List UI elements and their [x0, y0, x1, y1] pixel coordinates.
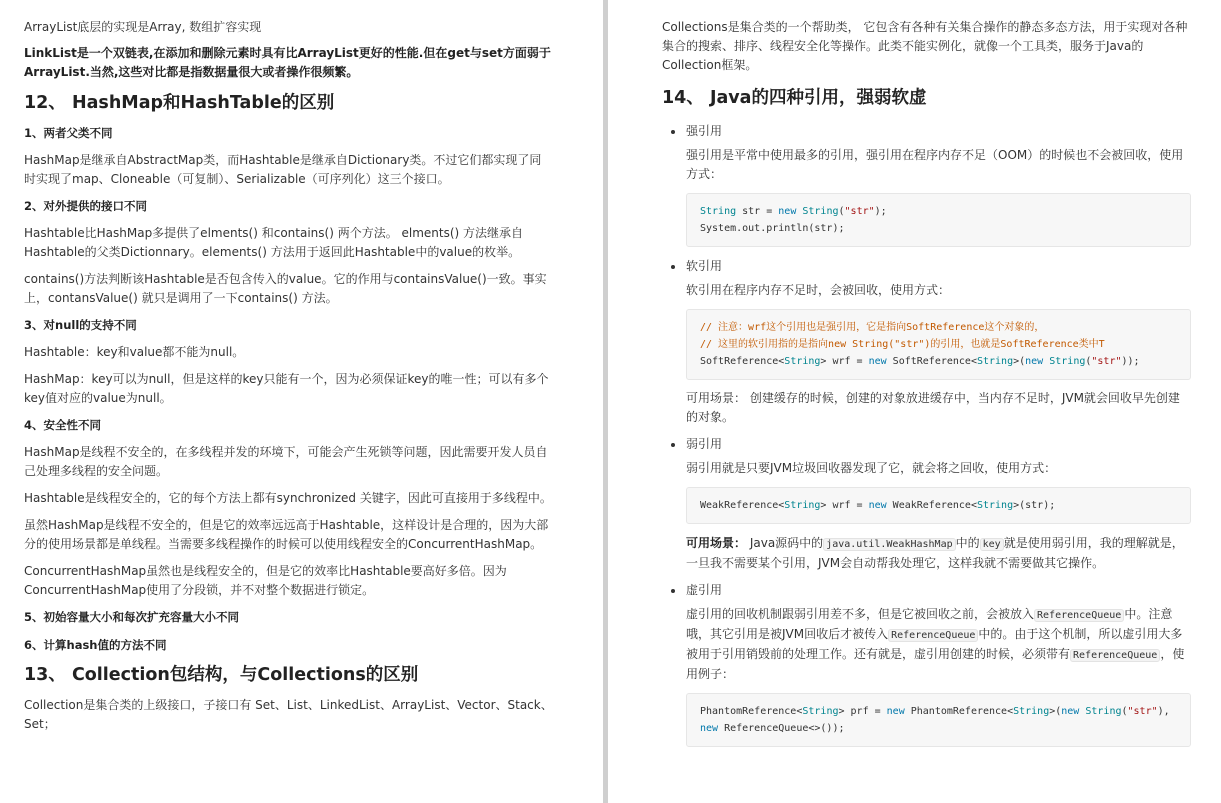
usage-text: 就是使用弱引用，我的理解就是，一旦我不需要某个引用，JVM会自动帮我处理它，这样我就不需要做其它操作。 — [686, 536, 1184, 570]
weak-reference-usage — [662, 534, 1191, 573]
code-token: new — [886, 706, 905, 717]
usage-text: Java源码中的 — [746, 536, 824, 550]
code-token: >( — [1049, 706, 1062, 717]
code-token: String — [784, 356, 821, 367]
code-line: System.out.println(str); — [700, 223, 845, 234]
code-token: ReferenceQueue<>()); — [718, 723, 845, 734]
right-page — [608, 0, 1221, 803]
code-token: String — [802, 706, 839, 717]
inline-code: ReferenceQueue — [1034, 609, 1124, 622]
strong-reference-code-block — [686, 193, 1191, 247]
code-token: SoftReference< — [886, 356, 977, 367]
section-4-paragraph-1: HashMap是线程不安全的，在多线程并发的环境下，可能会产生死锁等问题，因此需要开发人员自己处理多线程的安全问题。 — [24, 445, 548, 478]
code-token: > wrf = — [820, 356, 869, 367]
heading-13: 13、 Collection包结构，与Collections的区别 — [24, 665, 419, 685]
code-token: "str" — [1127, 706, 1158, 717]
code-token: WeakReference< — [700, 500, 785, 511]
weak-reference-code-block — [686, 487, 1191, 524]
code-token: >(str); — [1013, 500, 1056, 511]
code-comment: // 这里的软引用指的是指向new String("str")的引用，也就是SoftReference类中T — [700, 339, 1105, 350]
code-token: String — [976, 500, 1014, 511]
paragraph-linkedlist: LinkList是一个双链表,在添加和删除元素时具有比ArrayList更好的性能.但在get与set方面弱于ArrayList.当然,这些对比都是指数据量很大或者操作很频繁。 — [24, 46, 551, 79]
code-token: String — [802, 206, 839, 217]
soft-reference-description: 软引用在程序内存不足时，会被回收，使用方式： — [686, 283, 951, 297]
code-token: new — [700, 723, 719, 734]
section-1-title: 1、两者父类不同 — [24, 126, 113, 140]
code-token: new — [1025, 356, 1044, 367]
soft-reference-usage: 可用场景： 创建缓存的时候，创建的对象放进缓存中，当内存不足时，JVM就会回收早先创建的对象。 — [686, 391, 1180, 424]
paragraph-collections: Collections是集合类的一个帮助类， 它包含有各种有关集合操作的静态多态方法，用于实现对各种集合的搜索、排序、线程安全化等操作。此类不能实例化，就像一个工具类，服务于Java的Collection框架。 — [662, 20, 1188, 72]
section-3-title: 3、对null的支持不同 — [24, 318, 137, 332]
code-token: )); — [1121, 356, 1140, 367]
code-comment: // 注意：wrf这个引用也是强引用，它是指向SoftReference这个对象的， — [700, 322, 1045, 333]
inline-code: ReferenceQueue — [888, 629, 978, 642]
section-1-paragraph: HashMap是继承自AbstractMap类，而Hashtable是继承自Dictionary类。不过它们都实现了同时实现了map、Cloneable（可复制）、Serializable（可序列化）这三个接口。 — [24, 153, 542, 186]
phantom-reference-description — [662, 605, 1191, 684]
code-token: new — [1061, 706, 1080, 717]
code-token: ); — [874, 206, 887, 217]
code-token: ( — [1121, 706, 1128, 717]
code-token: PhantomReference< — [700, 706, 803, 717]
bullet-phantom-reference: 虚引用 — [662, 581, 1191, 600]
section-6-title: 6、计算hash值的方法不同 — [24, 638, 167, 652]
bullet-strong-reference: 强引用 — [662, 122, 1191, 141]
strong-reference-description: 强引用是平常中使用最多的引用，强引用在程序内存不足（OOM）的时候也不会被回收，使用方式： — [686, 148, 1184, 181]
bullet-soft-reference: 软引用 — [662, 257, 1191, 276]
heading-14: 14、 Java的四种引用，强弱软虚 — [662, 88, 927, 108]
section-2-paragraph-2: contains()方法判断该Hashtable是否包含传入的value。它的作用与containsValue()一致。事实上，contansValue() 就只是调用了一下contains() 方法。 — [24, 272, 547, 305]
left-page — [0, 0, 603, 803]
paragraph-collection: Collection是集合类的上级接口，子接口有 Set、List、LinkedList、ArrayList、Vector、Stack、Set； — [24, 698, 553, 731]
code-token: ( — [1085, 356, 1092, 367]
inline-code: java.util.WeakHashMap — [823, 538, 955, 551]
code-token: str = — [736, 206, 779, 217]
inline-code: ReferenceQueue — [1070, 649, 1160, 662]
code-token: "str" — [1091, 356, 1122, 367]
code-token: >( — [1013, 356, 1026, 367]
soft-reference-code-block — [686, 309, 1191, 380]
section-5-title: 5、初始容量大小和每次扩充容量大小不同 — [24, 610, 239, 624]
bullet-weak-reference: 弱引用 — [662, 435, 1191, 454]
code-token: String — [976, 356, 1014, 367]
paragraph-arraylist: ArrayList底层的实现是Array, 数组扩容实现 — [24, 20, 262, 34]
code-token: > prf = — [838, 706, 887, 717]
code-token: PhantomReference< — [904, 706, 1014, 717]
section-2-title: 2、对外提供的接口不同 — [24, 199, 148, 213]
usage-label: 可用场景： — [686, 536, 747, 550]
phantom-reference-code-block — [686, 693, 1191, 747]
code-token: new — [868, 500, 887, 511]
code-token: new — [868, 356, 887, 367]
heading-12: 12、 HashMap和HashTable的区别 — [24, 93, 335, 113]
section-4-paragraph-2: Hashtable是线程安全的，它的每个方法上都有synchronized 关键字，因此可直接用于多线程中。 — [24, 491, 552, 505]
code-token: "str" — [844, 206, 875, 217]
desc-text: 中的。由于这个机制，所以虚引用大多被用于引用销毁前的处理工作。还有就是，虚引用创建的时候，必须带有 — [686, 627, 1183, 661]
section-3-paragraph-1: Hashtable：key和value都不能为null。 — [24, 345, 245, 359]
code-token: String — [700, 206, 737, 217]
code-token: ( — [838, 206, 845, 217]
weak-reference-description: 弱引用就是只要JVM垃圾回收器发现了它，就会将之回收，使用方式： — [686, 461, 1057, 475]
section-4-paragraph-4: ConcurrentHashMap虽然也是线程安全的，但是它的效率比Hashtable要高好多倍。因为ConcurrentHashMap使用了分段锁，并不对整个数据进行锁定。 — [24, 564, 507, 597]
section-3-paragraph-2: HashMap：key可以为null，但是这样的key只能有一个，因为必须保证key的唯一性；可以有多个key值对应的value为null。 — [24, 372, 549, 405]
code-token: > wrf = — [820, 500, 869, 511]
code-token: String — [1085, 706, 1122, 717]
inline-code: key — [980, 538, 1004, 551]
desc-text: ，使用例子： — [686, 647, 1185, 681]
desc-text: 虚引用的回收机制跟弱引用差不多，但是它被回收之前，会被放入 — [686, 607, 1035, 621]
code-token: SoftReference< — [700, 356, 785, 367]
code-token: ), — [1157, 706, 1170, 717]
section-4-title: 4、安全性不同 — [24, 418, 102, 432]
code-token: String — [1013, 706, 1050, 717]
section-2-paragraph-1: Hashtable比HashMap多提供了elments() 和contains() 两个方法。 elments() 方法继承自Hashtable的父类Dictionnary。elements() 方法用于返回此Hashtable中的value的枚举。 — [24, 226, 524, 259]
code-token: String — [1049, 356, 1086, 367]
code-token: String — [784, 500, 821, 511]
desc-text: 中。注意哦，其它引用是被JVM回收后才被传入 — [686, 607, 1173, 641]
code-token: new — [778, 206, 797, 217]
code-token: WeakReference< — [886, 500, 977, 511]
usage-text: 中的 — [955, 536, 980, 550]
section-4-paragraph-3: 虽然HashMap是线程不安全的，但是它的效率远远高于Hashtable，这样设计是合理的，因为大部分的使用场景都是单线程。当需要多线程操作的时候可以使用线程安全的ConcurrentHashMap。 — [24, 518, 549, 551]
